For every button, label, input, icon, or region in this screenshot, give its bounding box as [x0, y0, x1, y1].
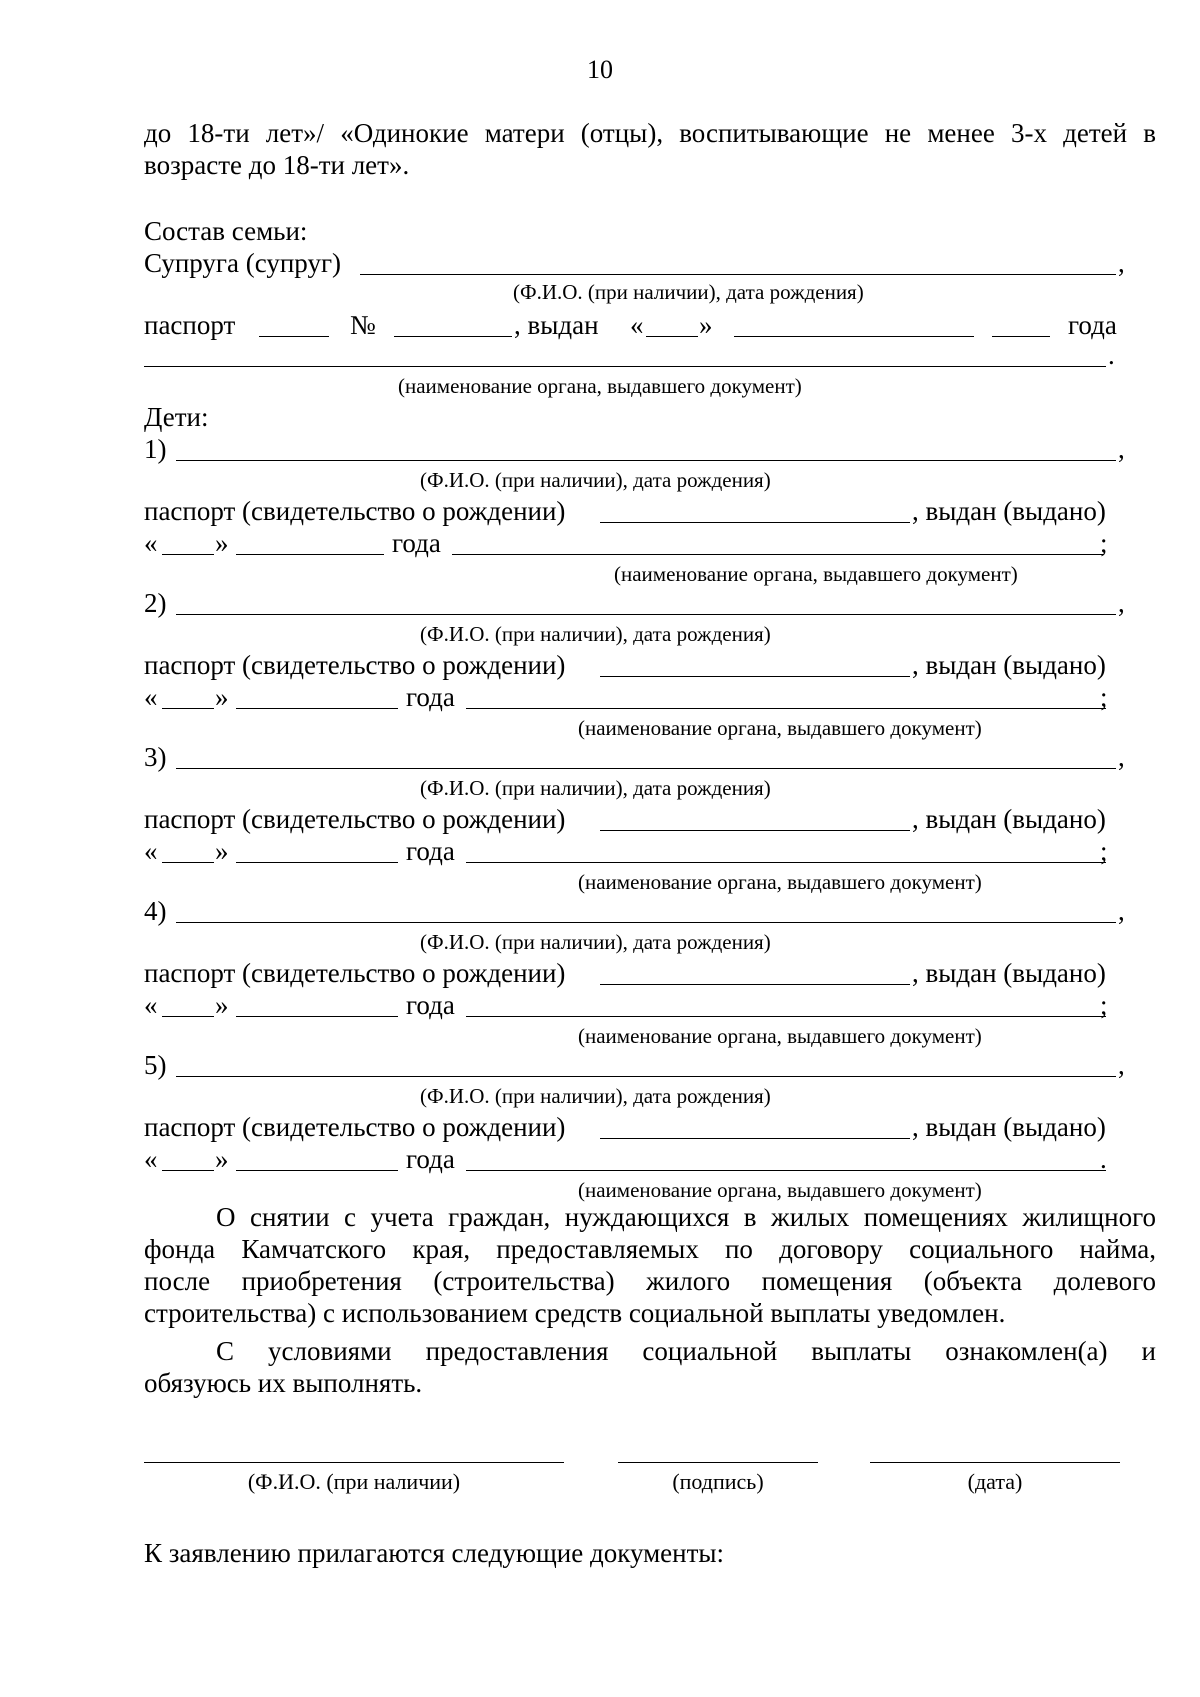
child-2-quote-open: «: [144, 682, 158, 712]
child-1-name-field[interactable]: [176, 460, 1116, 461]
child-4-name-comma: ,: [1118, 896, 1125, 926]
spouse-authority-period: .: [1108, 340, 1115, 370]
children-heading: Дети:: [144, 402, 209, 432]
child-2-year-label: года: [406, 682, 455, 712]
child-1-issue-day-field[interactable]: [162, 554, 214, 555]
child-4-issue-day-field[interactable]: [162, 1016, 214, 1017]
child-2-fio-caption: (Ф.И.О. (при наличии), дата рождения): [420, 622, 771, 646]
child-5-document-label: паспорт (свидетельство о рождении): [144, 1112, 566, 1142]
child-2-name-field[interactable]: [176, 614, 1116, 615]
spouse-label: Супруга (супруг): [144, 248, 342, 278]
child-5-quote-close: »: [215, 1144, 229, 1174]
child-3-name-field[interactable]: [176, 768, 1116, 769]
child-3-authority-terminator: ;: [1100, 836, 1108, 866]
child-4-fio-caption: (Ф.И.О. (при наличии), дата рождения): [420, 930, 771, 954]
child-3-issued-label: , выдан (выдано): [912, 804, 1106, 834]
child-2-quote-close: »: [215, 682, 229, 712]
child-4-name-field[interactable]: [176, 922, 1116, 923]
child-1-name-comma: ,: [1118, 434, 1125, 464]
child-2-issuing-authority-field[interactable]: [466, 708, 1106, 709]
intro-line-2: возрасте до 18-ти лет».: [144, 150, 410, 180]
signature-fio-field[interactable]: [144, 1462, 564, 1463]
spouse-quote-close: »: [699, 310, 713, 340]
child-3-issue-month-field[interactable]: [236, 862, 398, 863]
child-3-year-label: года: [406, 836, 455, 866]
child-3-document-number-field[interactable]: [600, 830, 910, 831]
child-1-issue-month-field[interactable]: [236, 554, 384, 555]
attachments-heading: К заявлению прилагаются следующие документы:: [144, 1538, 725, 1568]
child-5-issue-month-field[interactable]: [236, 1170, 398, 1171]
child-1-year-label: года: [392, 528, 441, 558]
child-2-document-number-field[interactable]: [600, 676, 910, 677]
notice-line-4: строительства) с использованием средств социальной выплаты уведомлен.: [144, 1298, 1006, 1328]
spouse-issued-label: , выдан: [514, 310, 599, 340]
child-5-document-number-field[interactable]: [600, 1138, 910, 1139]
child-1-number: 1): [144, 434, 167, 464]
child-5-number: 5): [144, 1050, 167, 1080]
child-3-quote-close: »: [215, 836, 229, 866]
signature-field[interactable]: [618, 1462, 818, 1463]
spouse-name-field[interactable]: [360, 274, 1116, 275]
spouse-issue-year-field[interactable]: [992, 336, 1050, 337]
child-1-authority-caption: (наименование органа, выдавшего документ): [614, 562, 1018, 586]
spouse-issue-month-field[interactable]: [734, 336, 974, 337]
spouse-year-label: года: [1068, 310, 1117, 340]
notice-line-2: фонда Камчатского края, предоставляемых по договору социального найма,: [144, 1234, 1156, 1264]
child-1-quote-open: «: [144, 528, 158, 558]
spouse-fio-caption: (Ф.И.О. (при наличии), дата рождения): [513, 280, 864, 304]
child-4-quote-close: »: [215, 990, 229, 1020]
child-2-authority-terminator: ;: [1100, 682, 1108, 712]
child-5-fio-caption: (Ф.И.О. (при наличии), дата рождения): [420, 1084, 771, 1108]
spouse-authority-caption: (наименование органа, выдавшего документ): [398, 374, 802, 398]
spouse-issuing-authority-field[interactable]: [144, 366, 1106, 367]
notice-line-1: О снятии с учета граждан, нуждающихся в жилых помещениях жилищного: [216, 1202, 1156, 1232]
child-4-document-number-field[interactable]: [600, 984, 910, 985]
child-1-issued-label: , выдан (выдано): [912, 496, 1106, 526]
spouse-passport-number-field[interactable]: [394, 336, 512, 337]
child-5-quote-open: «: [144, 1144, 158, 1174]
spouse-number-sign: №: [350, 310, 376, 340]
child-1-issuing-authority-field[interactable]: [452, 554, 1104, 555]
child-3-issue-day-field[interactable]: [162, 862, 214, 863]
page-number: 10: [587, 55, 613, 84]
child-3-document-label: паспорт (свидетельство о рождении): [144, 804, 566, 834]
child-2-document-label: паспорт (свидетельство о рождении): [144, 650, 566, 680]
child-2-issue-day-field[interactable]: [162, 708, 214, 709]
signature-date-caption: (дата): [967, 1469, 1023, 1494]
child-4-issue-month-field[interactable]: [236, 1016, 398, 1017]
child-5-year-label: года: [406, 1144, 455, 1174]
spouse-passport-series-field[interactable]: [259, 336, 329, 337]
child-5-name-comma: ,: [1118, 1050, 1125, 1080]
child-4-issued-label: , выдан (выдано): [912, 958, 1106, 988]
spouse-passport-label: паспорт: [144, 310, 236, 340]
spouse-quote-open: «: [630, 310, 644, 340]
child-5-authority-caption: (наименование органа, выдавшего документ): [578, 1178, 982, 1202]
child-4-authority-terminator: ;: [1100, 990, 1108, 1020]
child-1-fio-caption: (Ф.И.О. (при наличии), дата рождения): [420, 468, 771, 492]
conditions-line-1: С условиями предоставления социальной выплаты ознакомлен(а) и: [216, 1336, 1156, 1366]
child-5-issuing-authority-field[interactable]: [466, 1170, 1106, 1171]
child-2-issued-label: , выдан (выдано): [912, 650, 1106, 680]
child-5-issue-day-field[interactable]: [162, 1170, 214, 1171]
child-5-issued-label: , выдан (выдано): [912, 1112, 1106, 1142]
signature-fio-caption: (Ф.И.О. (при наличии): [247, 1469, 461, 1494]
child-1-document-label: паспорт (свидетельство о рождении): [144, 496, 566, 526]
spouse-issue-day-field[interactable]: [646, 336, 698, 337]
family-heading: Состав семьи:: [144, 216, 308, 246]
child-2-number: 2): [144, 588, 167, 618]
child-2-name-comma: ,: [1118, 588, 1125, 618]
intro-line-1: до 18-ти лет»/ «Одинокие матери (отцы), воспитывающие не менее 3-х детей в: [144, 118, 1156, 148]
child-2-issue-month-field[interactable]: [236, 708, 398, 709]
child-3-authority-caption: (наименование органа, выдавшего документ): [578, 870, 982, 894]
child-2-authority-caption: (наименование органа, выдавшего документ): [578, 716, 982, 740]
child-3-quote-open: «: [144, 836, 158, 866]
child-4-issuing-authority-field[interactable]: [466, 1016, 1106, 1017]
child-1-quote-close: »: [215, 528, 229, 558]
conditions-line-2: обязуюсь их выполнять.: [144, 1368, 423, 1398]
child-5-authority-terminator: .: [1100, 1144, 1107, 1174]
child-4-authority-caption: (наименование органа, выдавшего документ): [578, 1024, 982, 1048]
child-4-document-label: паспорт (свидетельство о рождении): [144, 958, 566, 988]
child-3-fio-caption: (Ф.И.О. (при наличии), дата рождения): [420, 776, 771, 800]
child-1-document-number-field[interactable]: [600, 522, 910, 523]
child-3-number: 3): [144, 742, 167, 772]
signature-date-field[interactable]: [870, 1462, 1120, 1463]
spouse-line-comma: ,: [1118, 248, 1125, 278]
child-5-name-field[interactable]: [176, 1076, 1116, 1077]
signature-sign-caption: (подпись): [672, 1469, 764, 1494]
child-3-issuing-authority-field[interactable]: [466, 862, 1106, 863]
notice-line-3: после приобретения (строительства) жилого помещения (объекта долевого: [144, 1266, 1156, 1296]
child-3-name-comma: ,: [1118, 742, 1125, 772]
child-4-number: 4): [144, 896, 167, 926]
child-1-authority-terminator: ;: [1100, 528, 1108, 558]
child-4-year-label: года: [406, 990, 455, 1020]
child-4-quote-open: «: [144, 990, 158, 1020]
